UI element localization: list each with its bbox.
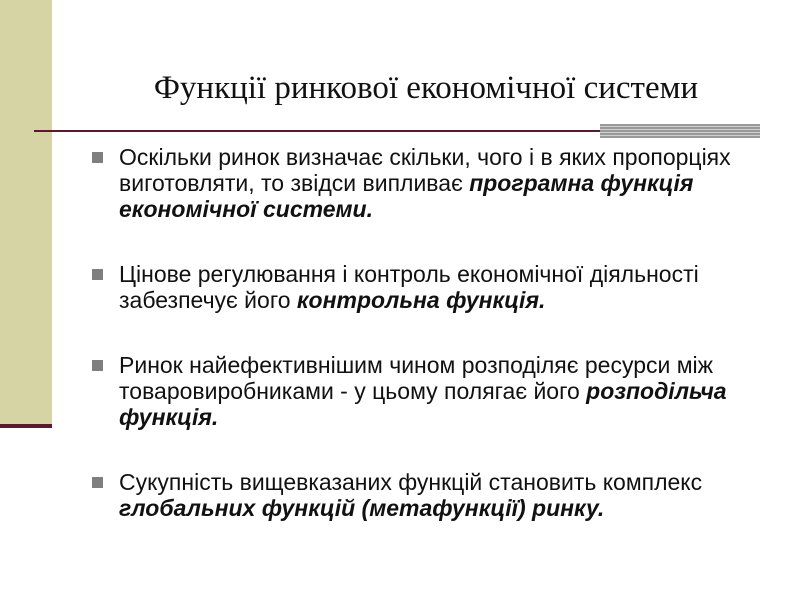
title-accent-bar [600, 124, 760, 138]
bullet-emphasis: глобальних функцій (метафункції) ринку. [119, 495, 605, 521]
square-bullet-icon [92, 269, 103, 280]
side-decor-line [0, 424, 52, 428]
bullet-item-4 [92, 469, 772, 521]
bullet-list [92, 144, 772, 560]
bullet-emphasis: програмна функція економічної системи. [119, 170, 694, 222]
bullet-item-3 [92, 352, 772, 430]
bullet-emphasis: розподільча функція. [119, 378, 727, 430]
slide-title: Функції ринкової економічної системи [153, 70, 699, 106]
square-bullet-icon [92, 152, 103, 163]
square-bullet-icon [92, 477, 103, 488]
side-decor-band [0, 0, 52, 428]
bullet-text: Оскільки ринок визначає скільки, чого і в яких пропорціях виготовляти, то звідси випливає [119, 144, 731, 196]
bullet-text: Ринок найефективнішим чином розподіляє ресурси між товаровиробниками - у цьому полягає його [119, 352, 714, 404]
bullet-item-1 [92, 144, 772, 222]
bullet-text: Сукупність вищевказаних функцій становить комплекс [119, 469, 703, 495]
bullet-text: Цінове регулювання і контроль економічної діяльності забезпечує його [119, 261, 699, 313]
square-bullet-icon [92, 360, 103, 371]
bullet-item-2 [92, 261, 772, 313]
bullet-emphasis: контрольна функція. [296, 287, 546, 313]
